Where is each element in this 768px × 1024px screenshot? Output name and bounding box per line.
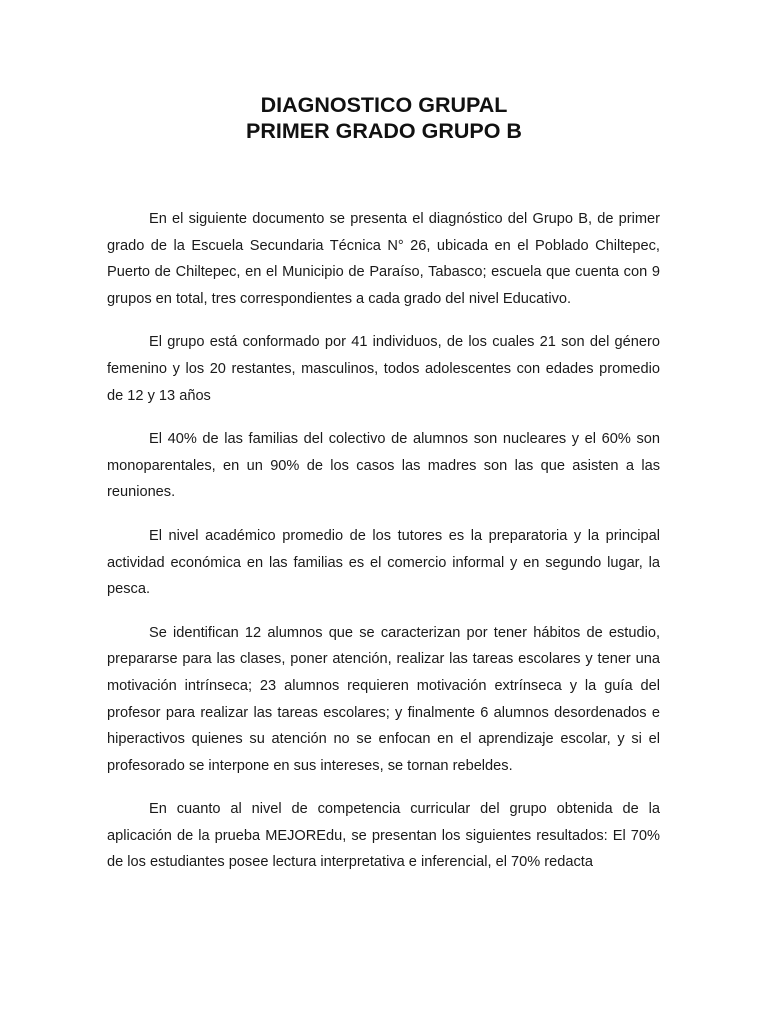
title-line-2: PRIMER GRADO GRUPO B bbox=[246, 119, 522, 143]
document-title bbox=[0, 92, 768, 144]
paragraph-curricular-competence: En cuanto al nivel de competencia curricular del grupo obtenida de la aplicación de la prueba MEJOREdu, se presentan los siguientes resultados: El 70% de los estudiantes posee lectura interpretativa e inferencial, el 70% redacta bbox=[107, 801, 660, 871]
document-body bbox=[107, 206, 660, 876]
paragraph-school-intro: En el siguiente documento se presenta el diagnóstico del Grupo B, de primer grado de la Escuela Secundaria Técnica N° 26, ubicada en el Poblado Chiltepec, Puerto de Chiltepec, en el Municipio de Paraíso, Tabasco; escuela que cuenta con 9 grupos en total, tres correspondientes a cada grado del nivel Educativo. bbox=[107, 211, 660, 307]
title-line-1: DIAGNOSTICO GRUPAL bbox=[260, 93, 508, 117]
paragraph-family-types: El 40% de las familias del colectivo de alumnos son nucleares y el 60% son monoparentales, en un 90% de los casos las madres son las que asisten a las reuniones. bbox=[107, 431, 660, 501]
paragraph-tutors-economy: El nivel académico promedio de los tutores es la preparatoria y la principal actividad económica en las familias es el comercio informal y en segundo lugar, la pesca. bbox=[107, 527, 660, 598]
paragraph-study-habits: Se identifican 12 alumnos que se caracterizan por tener hábitos de estudio, prepararse para las clases, poner atención, realizar las tareas escolares y tener una motivación intrínseca; 23 alumnos requieren motivación extrínseca y la guía del profesor para realizar las tareas escolares; y finalmente 6 alumnos desordenados e hiperactivos quienes su atención no se enfocan en el aprendizaje escolar, y si el profesorado se interpone en sus intereses, se tornan rebeldes. bbox=[107, 624, 660, 774]
paragraph-group-composition: El grupo está conformado por 41 individuos, de los cuales 21 son del género femenino y los 20 restantes, masculinos, todos adolescentes con edades promedio de 12 y 13 años bbox=[107, 334, 660, 404]
